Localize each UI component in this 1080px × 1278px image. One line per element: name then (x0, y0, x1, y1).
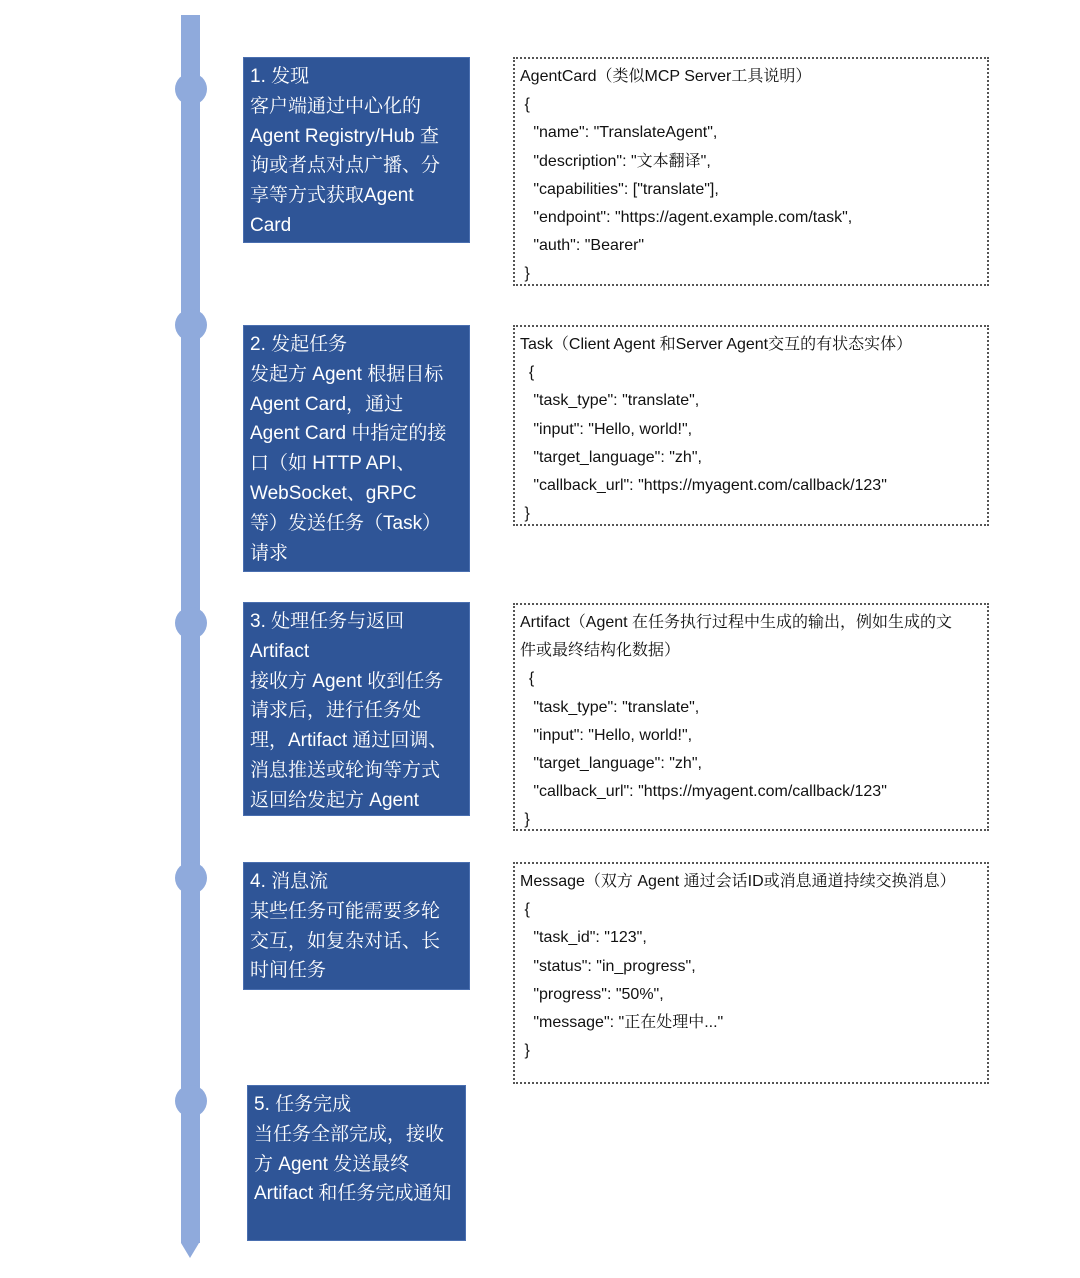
code-line: "capabilities": ["translate"], (520, 180, 719, 198)
code-line: { (520, 901, 530, 919)
code-line: "task_type": "translate", (520, 698, 700, 716)
timeline-node-2 (175, 309, 207, 341)
code-line: "task_id": "123", (520, 929, 647, 947)
step-text: 接收方 Agent 收到任务 (250, 670, 444, 692)
code-line: { (520, 670, 535, 688)
step-title: 5. 任务完成 (254, 1094, 352, 1115)
step-text: 方 Agent 发送最终 (254, 1153, 410, 1175)
code-box-message (513, 862, 989, 1084)
step-text: 当任务全部完成，接收 (254, 1123, 445, 1145)
code-line: "target_language": "zh", (520, 755, 702, 773)
step-text: 请求 (250, 542, 289, 564)
step-text: 交互，如复杂对话、长 (250, 930, 441, 952)
timeline-node-3 (175, 607, 207, 639)
step-title: 1. 发现 (250, 66, 310, 87)
step-text: Agent Card，通过 (250, 393, 404, 415)
step-text: 询或者点对点广播、分 (250, 155, 441, 177)
code-line: "input": "Hello, world!", (520, 420, 693, 438)
step-box-process-task (243, 602, 470, 816)
step-text: Agent Card 中指定的接 (250, 423, 447, 445)
timeline-node-5 (175, 1085, 207, 1117)
code-line: "task_type": "translate", (520, 392, 700, 410)
step-text: 消息推送或轮询等方式 (250, 759, 441, 781)
code-line: "auth": "Bearer" (520, 237, 645, 255)
code-box-task (513, 325, 989, 526)
code-line: "target_language": "zh", (520, 448, 702, 466)
code-line: "input": "Hello, world!", (520, 726, 693, 744)
code-line: "name": "TranslateAgent", (520, 124, 718, 142)
code-line: { (520, 96, 530, 114)
step-text: 客户端通过中心化的 (250, 95, 422, 117)
step-text: WebSocket、gRPC (250, 482, 417, 504)
step-text: Agent Registry/Hub 查 (250, 125, 440, 147)
step-text: 口（如 HTTP API、 (250, 453, 416, 475)
code-line: } (520, 505, 530, 523)
step-text: Artifact 和任务完成通知 (254, 1183, 452, 1205)
code-line: "callback_url": "https://myagent.com/callback/123" (520, 783, 887, 801)
step-text: 时间任务 (250, 960, 327, 982)
code-title: 件或最终结构化数据） (520, 642, 681, 660)
timeline-node-1 (175, 73, 207, 105)
code-title: Message（双方 Agent 通过会话ID或消息通道持续交换消息） (520, 873, 956, 890)
code-line: } (520, 811, 530, 829)
code-line: } (520, 265, 530, 283)
step-box-task-complete (247, 1085, 466, 1241)
code-box-agentcard (513, 57, 989, 286)
code-title: AgentCard（类似MCP Server工具说明） (520, 68, 812, 85)
step-text: 请求后，进行任务处 (250, 700, 422, 722)
step-box-message-stream (243, 862, 470, 990)
step-text: 享等方式获取Agent (250, 185, 414, 207)
code-title: Artifact（Agent 在任务执行过程中生成的输出，例如生成的文 (520, 614, 953, 631)
step-text: 发起方 Agent 根据目标 (250, 363, 444, 385)
step-box-discover (243, 57, 470, 243)
step-text: 返回给发起方 Agent (250, 789, 419, 811)
step-text: 等）发送任务（Task） (250, 512, 442, 534)
code-line: { (520, 364, 535, 382)
code-line: "description": "文本翻译", (520, 152, 711, 170)
step-title: 3. 处理任务与返回 (250, 611, 405, 632)
code-line: "callback_url": "https://myagent.com/callback/123" (520, 477, 887, 495)
code-line: "progress": "50%", (520, 985, 664, 1003)
timeline-arrow-icon (181, 1243, 199, 1258)
code-line: } (520, 1042, 530, 1060)
code-title: Task（Client Agent 和Server Agent交互的有状态实体） (520, 336, 913, 353)
code-line: "endpoint": "https://agent.example.com/task", (520, 209, 853, 227)
step-title: 4. 消息流 (250, 871, 329, 892)
step-title: 2. 发起任务 (250, 334, 348, 355)
step-title: Artifact (250, 640, 310, 662)
step-text: 理，Artifact 通过回调、 (250, 730, 448, 752)
code-line: "message": "正在处理中..." (520, 1014, 724, 1032)
code-line: "status": "in_progress", (520, 957, 696, 975)
step-text: Card (250, 214, 292, 236)
step-text: 某些任务可能需要多轮 (250, 900, 441, 922)
step-box-initiate-task (243, 325, 470, 572)
timeline-node-4 (175, 862, 207, 894)
code-box-artifact (513, 603, 989, 831)
